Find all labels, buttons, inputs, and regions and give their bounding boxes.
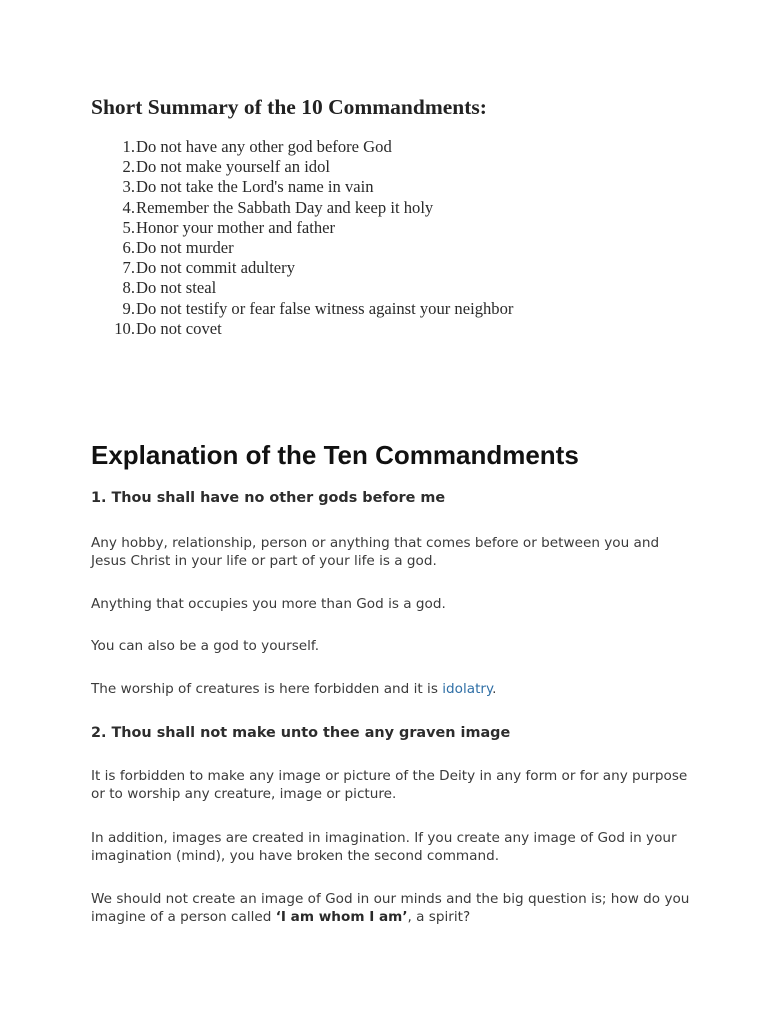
commandment-1-paragraph-1: Any hobby, relationship, person or anything that comes before or between you and Jesus Christ in your life or part of your life is a god. — [91, 535, 660, 569]
list-item-text: Do not commit adultery — [136, 258, 295, 278]
list-item — [108, 318, 222, 339]
list-item — [108, 258, 295, 278]
list-item-number: 8. — [122, 278, 135, 298]
list-item — [108, 237, 234, 258]
list-item — [108, 197, 434, 218]
list-item-text: Do not steal — [136, 278, 217, 298]
list-item-text: Honor your mother and father — [136, 217, 336, 237]
summary-title: Short Summary of the 10 Commandments: — [91, 95, 487, 119]
list-item-text: Remember the Sabbath Day and keep it holy — [136, 197, 434, 217]
bold-quote: ‘I am whom I am’ — [275, 909, 408, 925]
list-item-text: Do not murder — [136, 237, 234, 257]
list-item-number: 5. — [122, 217, 135, 237]
list-item-number: 7. — [122, 258, 135, 278]
list-item-number: 10. — [114, 318, 135, 338]
commandment-1-heading: 1. Thou shall have no other gods before me — [91, 490, 446, 506]
list-item — [108, 137, 392, 157]
idolatry-link[interactable]: idolatry — [442, 681, 493, 697]
list-item — [108, 298, 514, 319]
list-item-text: Do not covet — [136, 318, 222, 338]
list-item-text: Do not testify or fear false witness against your neighbor — [136, 298, 514, 318]
commandment-2-heading: 2. Thou shall not make unto thee any graven image — [91, 725, 511, 741]
explanation-title: Explanation of the Ten Commandments — [91, 440, 579, 470]
list-item — [108, 278, 217, 298]
summary-list — [108, 137, 514, 339]
paragraph-text: We should not create an image of God in our minds and the big question is; how do you imagine of a person called — [91, 891, 690, 925]
commandment-2-paragraph-3 — [91, 890, 691, 926]
paragraph-text: . — [492, 681, 497, 697]
list-item-text: Do not take the Lord's name in vain — [136, 177, 374, 197]
list-item-number: 9. — [122, 298, 135, 318]
list-item-number: 4. — [122, 197, 135, 217]
list-item-number: 1. — [122, 137, 135, 156]
list-item-text: Do not make yourself an idol — [136, 157, 331, 177]
list-item-number: 3. — [122, 177, 135, 197]
list-item-number: 2. — [122, 157, 135, 177]
paragraph-text: The worship of creatures is here forbidden and it is — [91, 681, 443, 697]
list-item — [108, 217, 336, 238]
list-item-text: Do not have any other god before God — [136, 137, 392, 156]
commandment-1-paragraph-3: You can also be a god to yourself. — [91, 638, 320, 654]
list-item — [108, 177, 374, 197]
list-item-number: 6. — [122, 237, 135, 257]
commandment-2-paragraph-2: In addition, images are created in imagination. If you create any image of God in your imagination (mind), you have broken the second command. — [91, 830, 677, 864]
commandment-1-paragraph-4 — [91, 680, 691, 698]
paragraph-text: , a spirit? — [407, 909, 471, 925]
list-item — [108, 157, 331, 177]
commandment-1-paragraph-2: Anything that occupies you more than God is a god. — [91, 596, 446, 612]
commandment-2-paragraph-1: It is forbidden to make any image or picture of the Deity in any form or for any purpose or to worship any creature, image or picture. — [91, 768, 688, 802]
